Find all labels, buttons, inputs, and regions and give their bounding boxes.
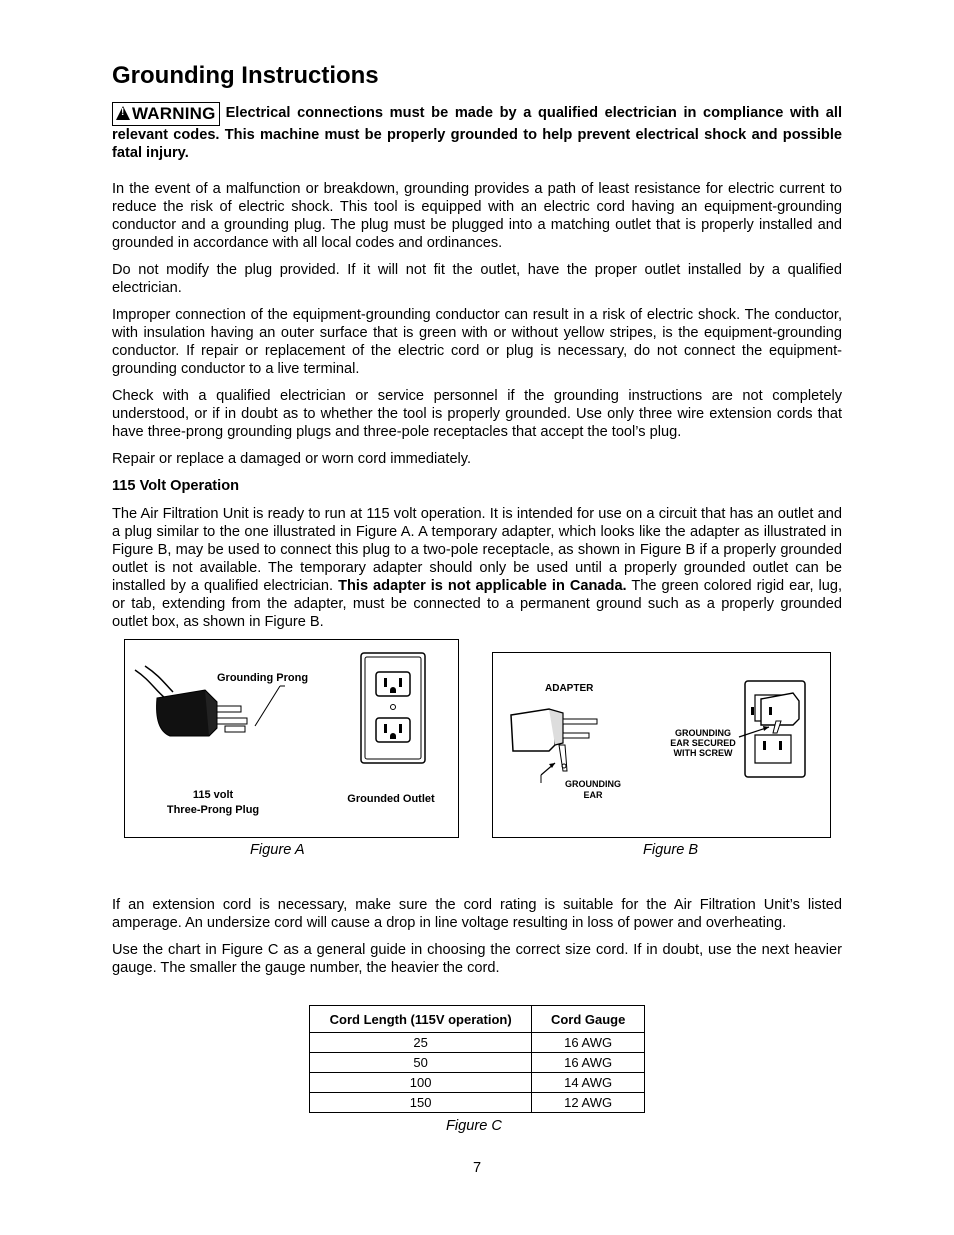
figure-b-label-ear-2: EAR	[583, 790, 603, 800]
figure-a-caption: Figure A	[250, 842, 305, 858]
figure-b-label-secured-3: WITH SCREW	[673, 748, 733, 758]
table-cell-gauge: 14 AWG	[532, 1073, 645, 1093]
figure-b-label-adapter: ADAPTER	[545, 683, 594, 694]
paragraph-do-not-modify: Do not modify the plug provided. If it will not fit the outlet, have the proper outlet installed by a qualified electrician.	[112, 262, 842, 296]
paragraph-115v-canada-note: This adapter is not applicable in Canada.	[338, 578, 627, 594]
paragraph-improper-connection: Improper connection of the equipment-grounding conductor can result in a risk of electric shock. The conductor, with insulation having an outer surface that is green with or without yellow stripes, is the equipment-grounding conductor. If repair or replacement of the electric cord or plug is necessary, do not connect the equipment-grounding conductor to a live terminal.	[112, 307, 842, 377]
table-header-row	[310, 1006, 645, 1033]
table-row	[310, 1033, 645, 1053]
paragraph-115v-text-a: The Air Filtration Unit is ready to run at 115 volt operation. It is intended for use on a circuit that has an outlet and a plug similar to the one illustrated in Figure A. A temporary adapter, which looks like the adapter as illustrated in Figure B, may be used to connect this plug to a two-pole receptacle, as shown in Figure B if a properly grounded outlet is not available. The temporary adapter should only be used until a properly grounded outlet can be installed by a qualified electrician.	[112, 506, 842, 594]
page-number: 7	[472, 1160, 482, 1176]
figure-a-label-plug-1: 115 volt	[192, 789, 234, 801]
table-row	[310, 1093, 645, 1113]
paragraph-115v-operation	[112, 505, 842, 631]
warning-badge-label: WARNING	[132, 104, 216, 123]
table-cell-length: 100	[310, 1073, 532, 1093]
paragraph-grounding-purpose: In the event of a malfunction or breakdown, grounding provides a path of least resistance for electric current to reduce the risk of electric shock. This tool is equipped with an electric cord having an equipment-grounding conductor and a grounding plug. The plug must be plugged into a matching outlet that is properly installed and grounded in accordance with all local codes and ordinances.	[112, 181, 842, 251]
table-header-gauge: Cord Gauge	[532, 1006, 645, 1033]
table-row	[310, 1073, 645, 1093]
warning-badge	[112, 102, 220, 126]
paragraph-check-electrician: Check with a qualified electrician or service personnel if the grounding instructions are not completely understood, or if in doubt as to whether the tool is properly grounded. Use only three wire extension cords that have three-prong grounding plugs and three-pole receptacles that accept the tool’s plug.	[112, 388, 842, 440]
page-title: Grounding Instructions	[112, 62, 379, 89]
warning-text: Electrical connections must be made by a qualified electrician in compliance with all relevant codes. This machine must be properly grounded to help prevent electrical shock and possible fatal injury.	[112, 105, 842, 161]
paragraph-cord-chart: Use the chart in Figure C as a general guide in choosing the correct size cord. If in doubt, use the next heavier gauge. The smaller the gauge number, the heavier the cord.	[112, 942, 842, 976]
figure-a-image	[124, 639, 459, 838]
table-cell-length: 25	[310, 1033, 532, 1053]
paragraph-repair-cord: Repair or replace a damaged or worn cord immediately.	[112, 451, 472, 467]
figure-b-label-ear-1: GROUNDING	[565, 779, 621, 789]
section-heading-115v: 115 Volt Operation	[112, 478, 240, 494]
figure-a-label-plug-2: Three-Prong Plug	[166, 804, 260, 816]
figure-b-caption: Figure B	[643, 842, 699, 858]
figure-b-label-secured-2: EAR SECURED	[670, 738, 736, 748]
warning-triangle-icon	[116, 106, 130, 120]
table-header-length: Cord Length (115V operation)	[310, 1006, 532, 1033]
figure-c-caption: Figure C	[446, 1118, 502, 1134]
table-cell-gauge: 12 AWG	[532, 1093, 645, 1113]
figure-a-label-outlet: Grounded Outlet	[347, 793, 435, 805]
cord-gauge-table	[309, 1005, 645, 1113]
table-cell-gauge: 16 AWG	[532, 1053, 645, 1073]
table-cell-length: 50	[310, 1053, 532, 1073]
paragraph-extension-cord: If an extension cord is necessary, make sure the cord rating is suitable for the Air Filtration Unit’s listed amperage. An undersize cord will cause a drop in line voltage resulting in loss of power and overheating.	[112, 897, 842, 931]
warning-block	[112, 102, 842, 162]
table-cell-gauge: 16 AWG	[532, 1033, 645, 1053]
table-cell-length: 150	[310, 1093, 532, 1113]
paragraph-115v-text-b: The green colored rigid ear, lug, or tab, extending from the adapter, must be connected to a permanent ground such as a properly grounded outlet box, as shown in Figure B.	[112, 578, 842, 630]
figure-a-label-prong: Grounding Prong	[217, 672, 309, 684]
figure-b-label-secured-1: GROUNDING	[675, 728, 731, 738]
figure-b-image	[492, 652, 831, 838]
table-row	[310, 1053, 645, 1073]
